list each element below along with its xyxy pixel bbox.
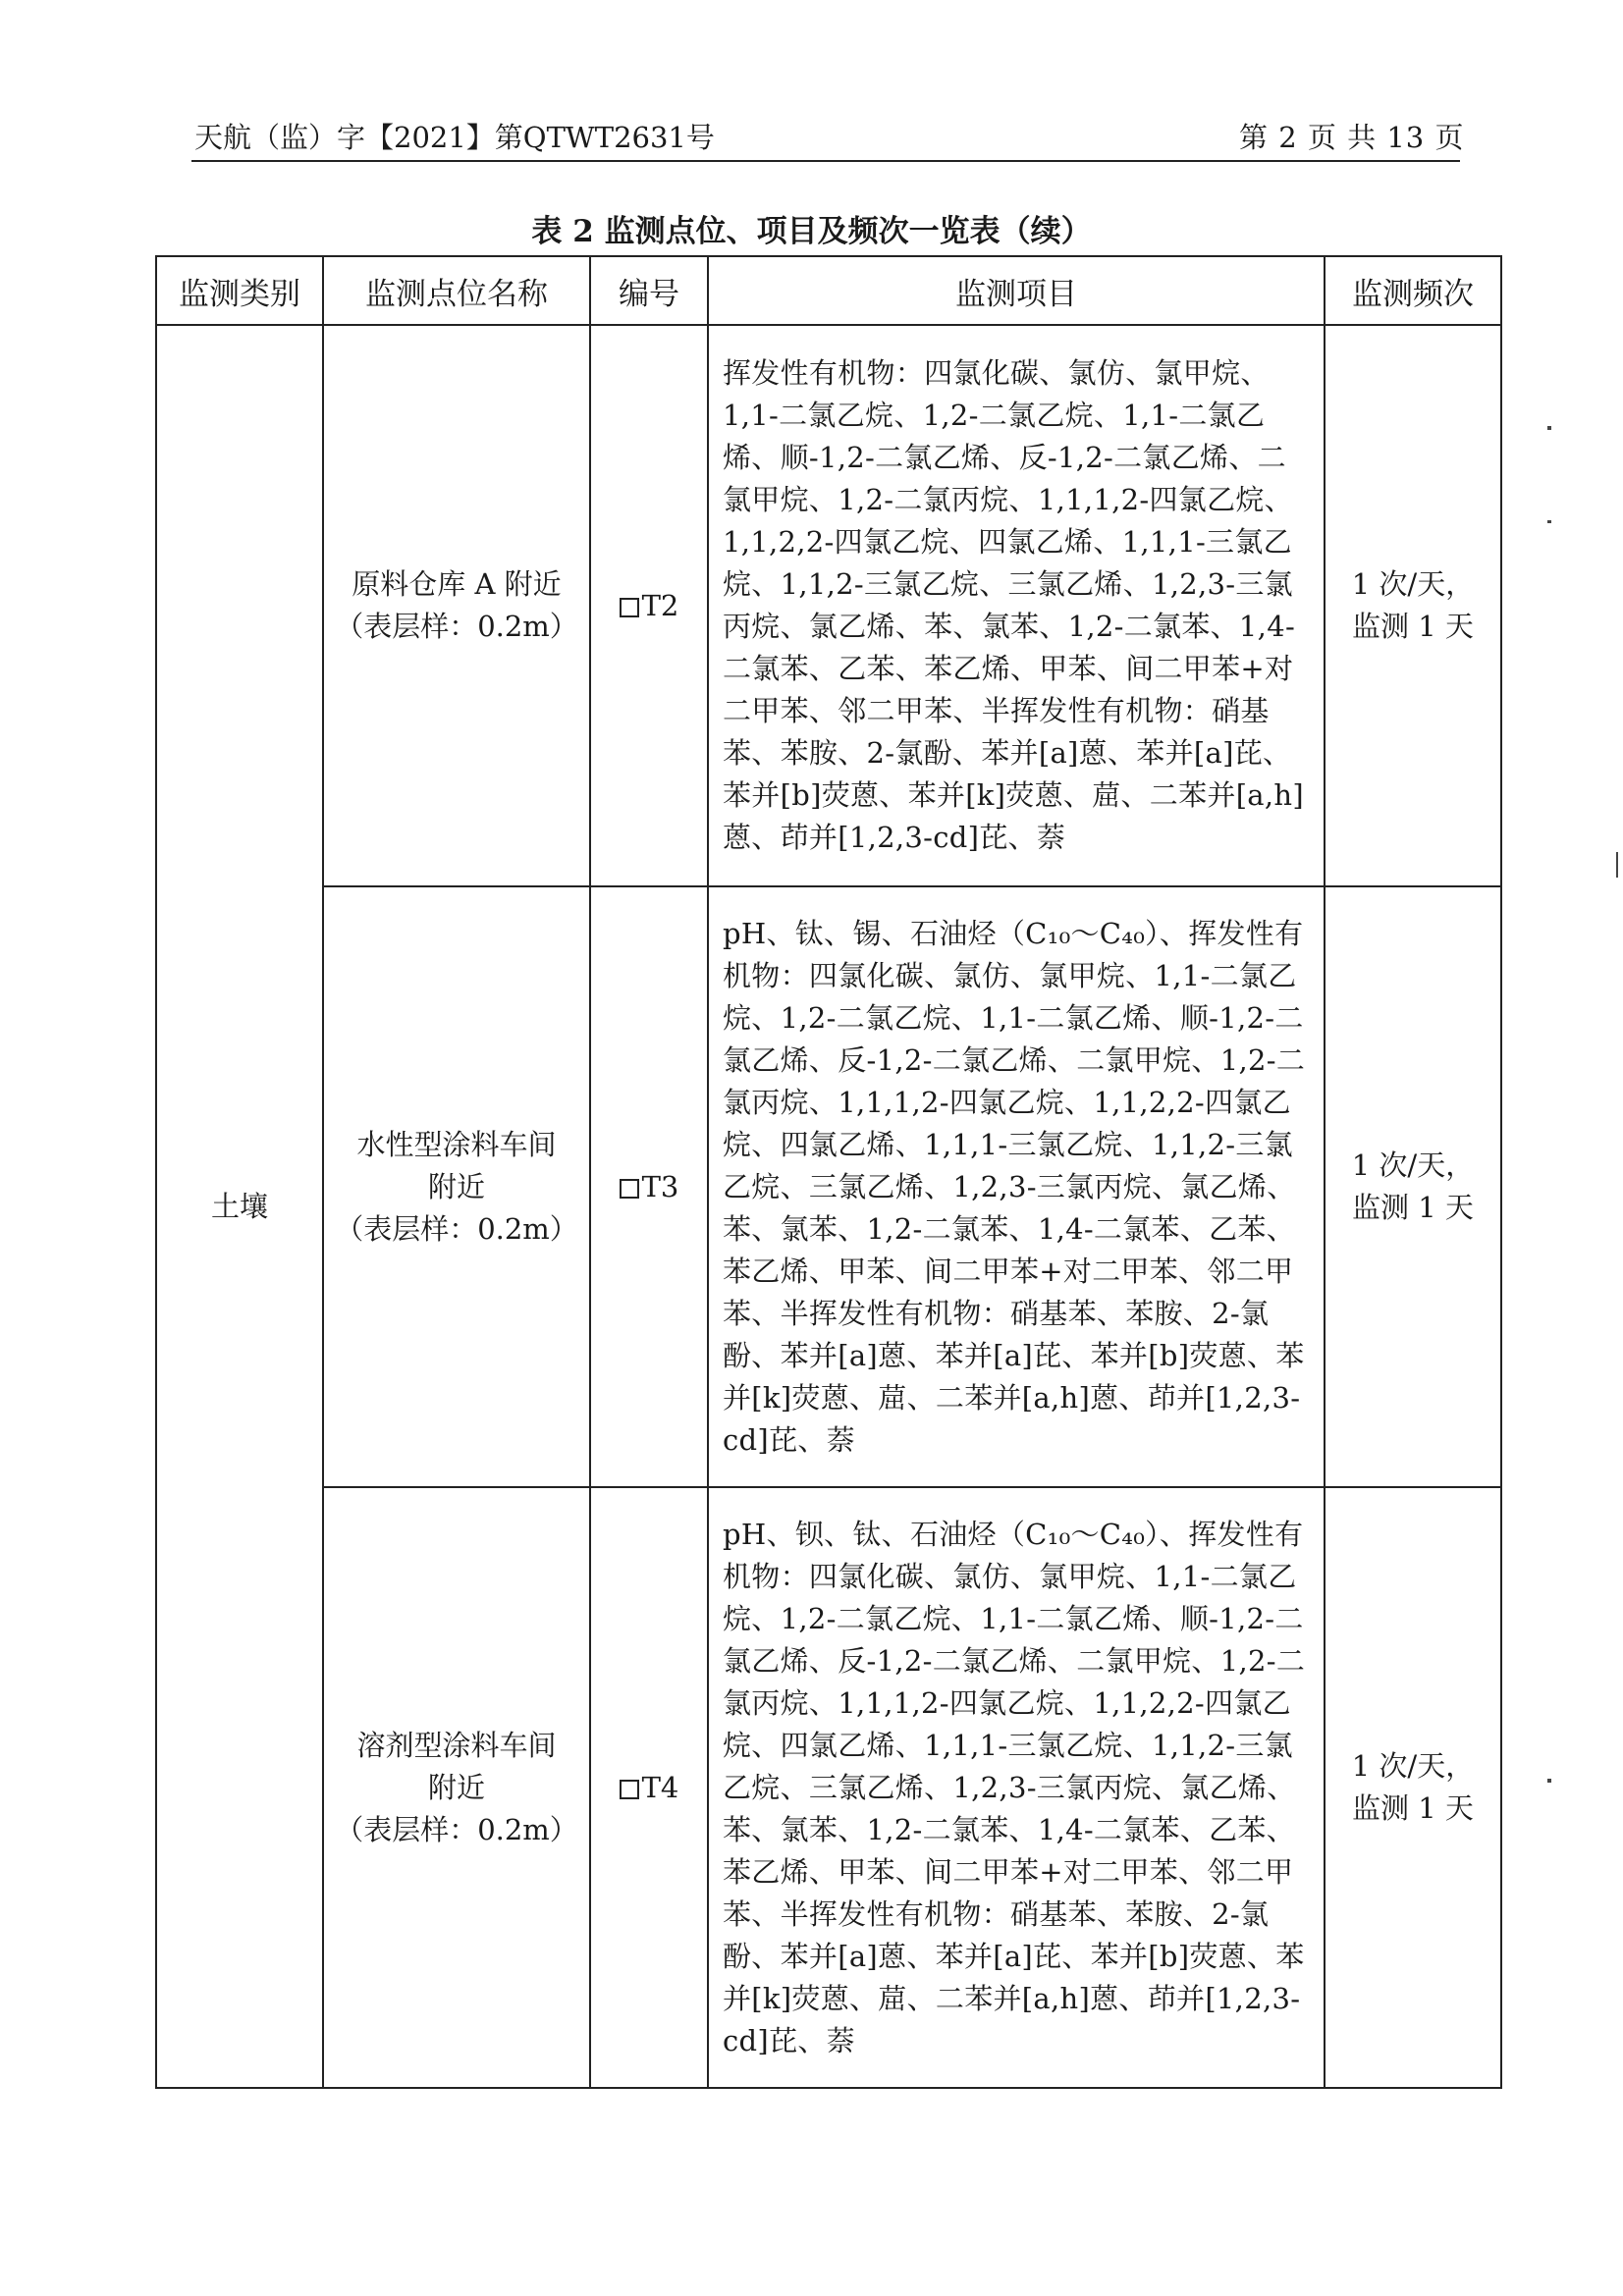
frequency-cell: [1325, 325, 1501, 886]
scan-speck: [1547, 520, 1551, 523]
header-rule: [191, 160, 1460, 162]
scan-speck: [1547, 426, 1551, 430]
table-title: 表 2 监测点位、项目及频次一览表（续）: [531, 214, 1092, 249]
checkbox-icon: [620, 1179, 639, 1199]
header-point-name: 监测点位名称: [323, 256, 590, 325]
point-name-line: 附近: [427, 1169, 485, 1203]
point-name-line: 溶剂型涂料车间: [356, 1728, 557, 1762]
point-name-line: 原料仓库 A 附近: [352, 567, 562, 601]
point-name-line: （表层样：0.2m）: [335, 610, 578, 643]
point-name-cell: [323, 325, 590, 886]
document-number: 天航（监）字【2021】第QTWT2631号: [194, 121, 715, 154]
point-name-cell: [323, 886, 590, 1487]
code-text: T2: [641, 588, 679, 622]
scan-speck: [1616, 852, 1618, 878]
checkbox-icon: [620, 598, 639, 617]
point-name-line: 水性型涂料车间: [356, 1127, 557, 1161]
code-cell: [590, 325, 708, 886]
frequency-cell: [1325, 1487, 1501, 2088]
header-code: 编号: [590, 256, 708, 325]
point-name-line: 附近: [427, 1770, 485, 1804]
point-name-line: （表层样：0.2m）: [335, 1211, 578, 1246]
header-frequency: 监测频次: [1325, 256, 1501, 325]
category-cell: 土壤: [156, 325, 323, 2088]
code-text: T3: [641, 1169, 679, 1203]
frequency-line: 1 次/天，: [1351, 567, 1475, 601]
frequency-line: 监测 1 天: [1352, 610, 1474, 643]
table-header-row: [156, 256, 1501, 325]
table-row: [156, 325, 1501, 886]
code-cell: [590, 886, 708, 1487]
frequency-line: 1 次/天，: [1351, 1148, 1475, 1182]
items-cell: pH、钡、钛、石油烃（C₁₀～C₄₀）、挥发性有机物：四氯化碳、氯仿、氯甲烷、1,1-二氯乙烷、1,2-二氯乙烷、1,1-二氯乙烯、顺-1,2-二氯乙烯、反-1,2-二氯乙烯、二氯甲烷、1,2-二氯丙烷、1,1,1,2-四氯乙烷、1,1,2,2-四氯乙烷、四氯乙烯、1,1,1-三氯乙烷、1,1,2-三氯乙烷、三氯乙烯、1,2,3-三氯丙烷、氯乙烯、苯、氯苯、1,2-二氯苯、1,4-二氯苯、乙苯、苯乙烯、甲苯、间二甲苯+对二甲苯、邻二甲苯、半挥发性有机物：硝基苯、苯胺、2-氯酚、苯并[a]蒽、苯并[a]芘、苯并[b]荧蒽、苯并[k]荧蒽、䓛、二苯并[a,h]蒽、茚并[1,2,3-cd]芘、萘: [708, 1487, 1325, 2088]
table-row: [156, 1487, 1501, 2088]
monitoring-table: [155, 255, 1502, 2089]
checkbox-icon: [620, 1780, 639, 1799]
frequency-cell: [1325, 886, 1501, 1487]
table-row: [156, 886, 1501, 1487]
page-info: 第 2 页 共 13 页: [1239, 121, 1465, 154]
frequency-line: 监测 1 天: [1352, 1191, 1474, 1224]
items-cell: pH、钛、锡、石油烃（C₁₀～C₄₀）、挥发性有机物：四氯化碳、氯仿、氯甲烷、1,1-二氯乙烷、1,2-二氯乙烷、1,1-二氯乙烯、顺-1,2-二氯乙烯、反-1,2-二氯乙烯、二氯甲烷、1,2-二氯丙烷、1,1,1,2-四氯乙烷、1,1,2,2-四氯乙烷、四氯乙烯、1,1,1-三氯乙烷、1,1,2-三氯乙烷、三氯乙烯、1,2,3-三氯丙烷、氯乙烯、苯、氯苯、1,2-二氯苯、1,4-二氯苯、乙苯、苯乙烯、甲苯、间二甲苯+对二甲苯、邻二甲苯、半挥发性有机物：硝基苯、苯胺、2-氯酚、苯并[a]蒽、苯并[a]芘、苯并[b]荧蒽、苯并[k]荧蒽、䓛、二苯并[a,h]蒽、茚并[1,2,3-cd]芘、萘: [708, 886, 1325, 1487]
code-cell: [590, 1487, 708, 2088]
frequency-line: 监测 1 天: [1352, 1791, 1474, 1825]
header-items: 监测项目: [708, 256, 1325, 325]
header-category: 监测类别: [156, 256, 323, 325]
frequency-line: 1 次/天，: [1351, 1749, 1475, 1783]
point-name-line: （表层样：0.2m）: [335, 1812, 578, 1846]
scan-speck: [1547, 1779, 1551, 1783]
items-cell: 挥发性有机物：四氯化碳、氯仿、氯甲烷、1,1-二氯乙烷、1,2-二氯乙烷、1,1-二氯乙烯、顺-1,2-二氯乙烯、反-1,2-二氯乙烯、二氯甲烷、1,2-二氯丙烷、1,1,1,2-四氯乙烷、1,1,2,2-四氯乙烷、四氯乙烯、1,1,1-三氯乙烷、1,1,2-三氯乙烷、三氯乙烯、1,2,3-三氯丙烷、氯乙烯、苯、氯苯、1,2-二氯苯、1,4-二氯苯、乙苯、苯乙烯、甲苯、间二甲苯+对二甲苯、邻二甲苯、半挥发性有机物：硝基苯、苯胺、2-氯酚、苯并[a]蒽、苯并[a]芘、苯并[b]荧蒽、苯并[k]荧蒽、䓛、二苯并[a,h]蒽、茚并[1,2,3-cd]芘、萘: [708, 325, 1325, 886]
code-text: T4: [641, 1770, 679, 1804]
point-name-cell: [323, 1487, 590, 2088]
